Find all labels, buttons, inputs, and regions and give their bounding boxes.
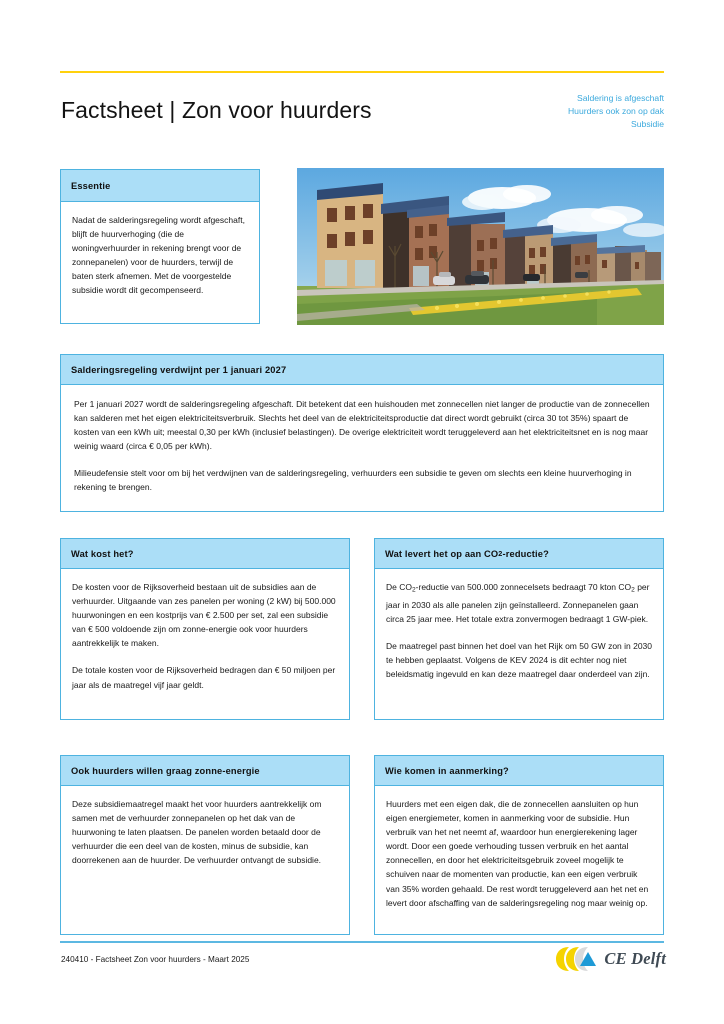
keyword-item-1: Saldering is afgeschaft xyxy=(577,93,664,103)
panel-salderingsregeling-paragraph-2: Milieudefensie stelt voor om bij het verdwijnen van de salderingsregeling, verhuurders een subsidie te geven om slechts een kleine huurverhoging in rekening te brengen. xyxy=(74,468,632,493)
panel-co2-reductie-paragraph-1 xyxy=(386,580,652,626)
co2-p1-subscript-2: 2 xyxy=(631,586,635,594)
co2-p1-subscript-1: 2 xyxy=(411,586,416,594)
ce-delft-logo xyxy=(555,944,666,974)
footer-reference: 240410 - Factsheet Zon voor huurders - Maart 2025 xyxy=(61,955,250,964)
footer-divider xyxy=(60,941,664,943)
panel-ook-huurders-willen-paragraph-1: Deze subsidiemaatregel maakt het voor huurders aantrekkelijk om samen met de verhuurder zonnepanelen op het dak van de huurwoning te laten plaatsen. De panelen worden betaald door de verhuurder die een deel van de kosten, minus de subsidie, kan doorrekenen aan de huurder. De verhuurder ontvangt de subsidie. xyxy=(72,799,322,866)
panel-co2-reductie-heading-subscript: 2 xyxy=(498,549,503,558)
panel-wat-kost-het-heading: Wat kost het? xyxy=(61,539,349,569)
header-photo-illustration xyxy=(297,168,664,325)
panel-ook-huurders-willen xyxy=(60,755,350,935)
panel-essentie-body xyxy=(61,202,259,308)
keyword-item-3: Subsidie xyxy=(631,119,664,130)
panel-wat-kost-het-body xyxy=(61,569,349,702)
panel-wie-komen-in-aanmerking-body xyxy=(375,786,663,920)
co2-p1-pre: De CO xyxy=(386,582,412,592)
co2-p1-post: per jaar in 2030 als alle panelen zijn geïnstalleerd. Zonnepanelen gaan circa 25 jaar mee. Het totale extra zonvermogen bedraagt 1 GW-piek. xyxy=(386,582,650,624)
panel-co2-reductie-body xyxy=(375,569,663,691)
panel-wie-komen-in-aanmerking-heading: Wie komen in aanmerking? xyxy=(375,756,663,786)
panel-wat-kost-het-paragraph-1: De kosten voor de Rijksoverheid bestaan uit de subsidies aan de verhuurder. Uitgaande van zes panelen per woning (2 kW) bij 500.000 huurwoningen en een kostprijs van € 2.500 per set, zal een subsidie van € 500 voldoende zijn om zonne-energie ook voor huurders aantrekkelijk te maken. xyxy=(72,582,336,649)
panel-wie-komen-in-aanmerking-paragraph-1: Huurders met een eigen dak, die de zonnecellen aansluiten op hun eigen energiemeter, komen in aanmerking voor de subsidie. Hun verbruik van het net neemt af, waardoor hun energierekening lager wordt. Door een goede verhouding tussen verbruik en het aantal zonnecellen, en door het elektriciteitsgebruik zoveel mogelijk te schuiven naar de momenten van productie, kan een eigen verbruik van 35% worden gehaald. De rest wordt teruggeleverd aan het net en levert door afschaffing van de salderingsregeling nog maar weinig op. xyxy=(386,799,649,908)
panel-wie-komen-in-aanmerking xyxy=(374,755,664,935)
panel-ook-huurders-willen-body xyxy=(61,786,349,877)
panel-co2-reductie xyxy=(374,538,664,720)
panel-salderingsregeling-paragraph-1: Per 1 januari 2027 wordt de salderingsregeling afgeschaft. Dit betekent dat een huishouden met zonnecellen niet langer de productie van de zonnecellen kan salderen met het eigen elektriciteitsverbruik. Slechts het deel van de elektriciteitsproductie dat direct wordt gebruikt (circa 30 tot 35%) spaart de kosten van een kWh uit; meestal 0,30 per kWh (inclusief belastingen). De overige elektriciteit wordt teruggeleverd aan het elektriciteitsnet en is nog maar weinig waard (circa € 0,05 per kWh). xyxy=(74,399,650,452)
keyword-list xyxy=(568,92,664,132)
co2-p1-mid: -reductie van 500.000 zonnecelsets bedraagt 70 kton CO xyxy=(415,582,632,592)
panel-essentie-paragraph-1: Nadat de salderingsregeling wordt afgeschaft, blijft de huurverhoging (die de woningverhuurder in rekening brengt voor de zonnepanelen) voor de huurders, terwijl de baten sterk afnemen. Met de voorgestelde subsidie wordt dit gecompenseerd. xyxy=(72,215,245,296)
panel-salderingsregeling-heading: Salderingsregeling verdwijnt per 1 januari 2027 xyxy=(61,355,663,385)
top-accent-rule xyxy=(60,71,664,73)
ce-delft-logo-text: CE Delft xyxy=(604,949,666,968)
header-photo xyxy=(297,168,664,325)
panel-co2-reductie-paragraph-2: De maatregel past binnen het doel van het Rijk om 50 GW zon in 2030 te hebben geplaatst. Volgens de KEV 2024 is dit echter nog niet beleidsmatig ingevuld en kan deze maatregel daar onderdeel van zijn. xyxy=(386,640,653,679)
panel-essentie-heading: Essentie xyxy=(61,170,259,202)
ce-delft-logo-mark xyxy=(555,944,599,974)
panel-co2-reductie-heading-post: -reductie? xyxy=(502,548,549,559)
panel-essentie xyxy=(60,169,260,324)
page-title: Factsheet | Zon voor huurders xyxy=(61,97,372,123)
panel-co2-reductie-heading-pre: Wat levert het op aan CO xyxy=(385,548,499,559)
panel-ook-huurders-willen-heading: Ook huurders willen graag zonne-energie xyxy=(61,756,349,786)
panel-salderingsregeling-body xyxy=(61,385,663,507)
keyword-item-2: Huurders ook zon op dak xyxy=(567,106,664,117)
panel-wat-kost-het xyxy=(60,538,350,720)
panel-wat-kost-het-paragraph-2: De totale kosten voor de Rijksoverheid bedragen dan € 50 miljoen per jaar als de maatregel vijf jaar geldt. xyxy=(72,665,336,690)
panel-salderingsregeling xyxy=(60,354,664,512)
panel-co2-reductie-heading xyxy=(375,539,663,569)
